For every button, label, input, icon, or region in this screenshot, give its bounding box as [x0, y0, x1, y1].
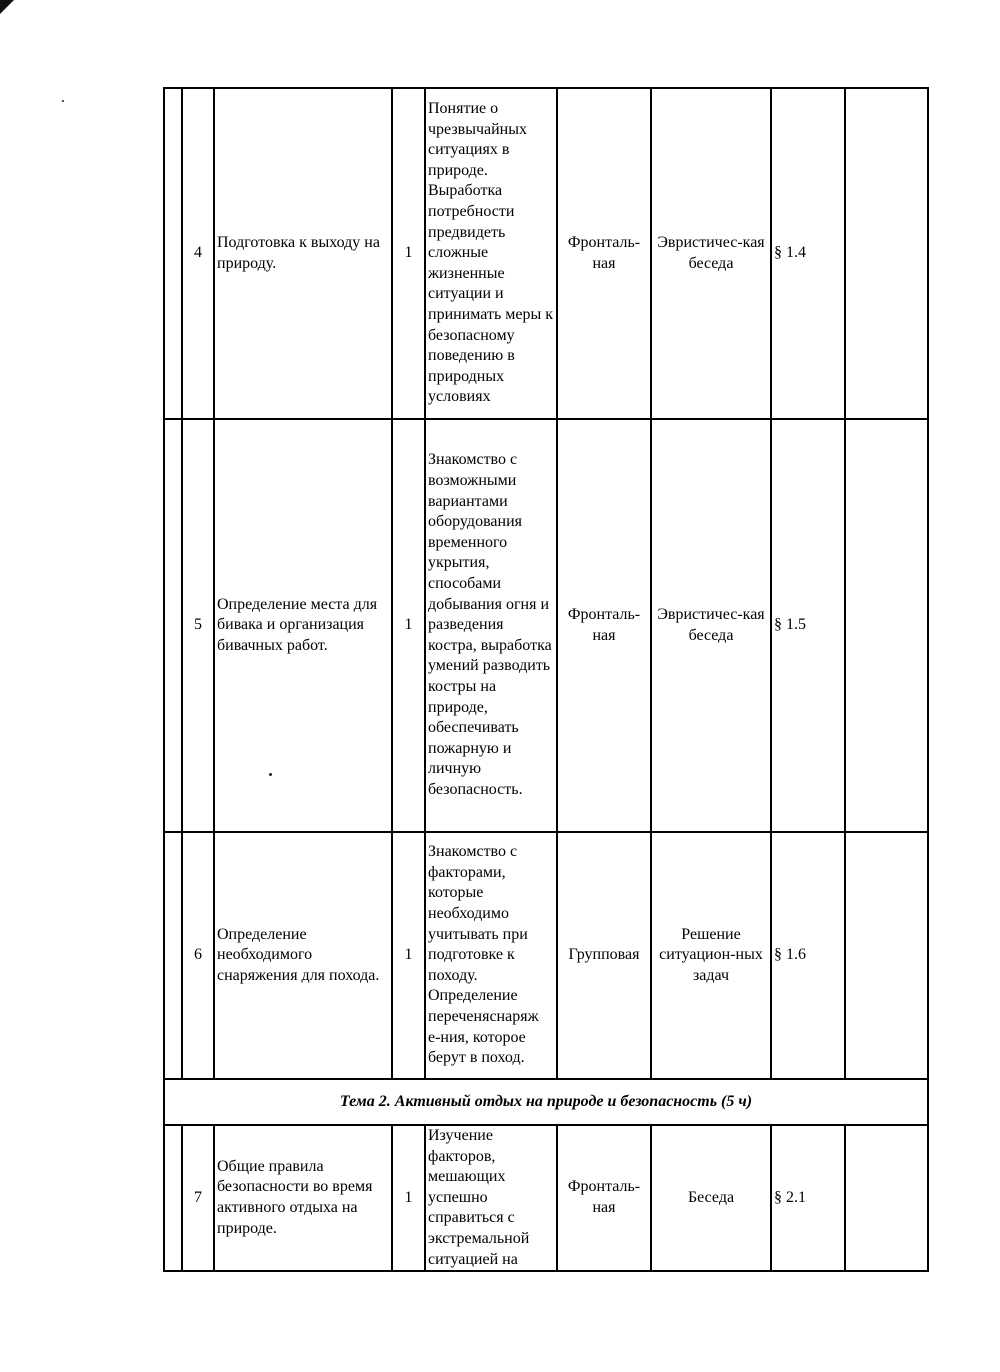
- table-row: [164, 832, 928, 1079]
- lesson-paragraph: § 1.4: [771, 88, 845, 419]
- lesson-method: Эвристичес-кая беседа: [651, 88, 771, 419]
- lesson-content: Изучение факторов, мешающих успешно справиться с экстремальной ситуацией на: [425, 1125, 557, 1271]
- scan-speck: [62, 100, 64, 102]
- lesson-hours: 1: [392, 419, 425, 832]
- scan-corner-mark: [0, 0, 14, 14]
- lesson-hours: 1: [392, 832, 425, 1079]
- lesson-method: Решение ситуацион-ных задач: [651, 832, 771, 1079]
- blank-cell: [164, 88, 182, 419]
- lesson-hours: 1: [392, 1125, 425, 1271]
- lesson-number: 6: [182, 832, 214, 1079]
- lesson-form: Фронталь-ная: [557, 419, 651, 832]
- lesson-form: Фронталь-ная: [557, 1125, 651, 1271]
- lesson-method: Беседа: [651, 1125, 771, 1271]
- lesson-number: 4: [182, 88, 214, 419]
- lesson-topic: Определение необходимого снаряжения для похода.: [214, 832, 392, 1079]
- lesson-topic: Общие правила безопасности во время активного отдыха на природе.: [214, 1125, 392, 1271]
- lesson-content: Знакомство с факторами, которые необходимо учитывать при подготовке к походу. Определение переченяснаряж е-ния, которое берут в поход.: [425, 832, 557, 1079]
- lesson-content: Знакомство с возможными вариантами оборудования временного укрытия, способами добывания огня и разведения костра, выработка умений разводить костры на природе, обеспечивать пожарную и личную безопасность.: [425, 419, 557, 832]
- lesson-content: Понятие о чрезвычайных ситуациях в природе. Выработка потребности предвидеть сложные жизненные ситуации и принимать меры к безопасному поведению в природных условиях: [425, 88, 557, 419]
- section-row: [164, 1079, 928, 1125]
- lesson-form: Групповая: [557, 832, 651, 1079]
- lesson-hours: 1: [392, 88, 425, 419]
- lesson-plan-table: [163, 87, 929, 1272]
- lesson-note: [845, 1125, 928, 1271]
- lesson-paragraph: § 2.1: [771, 1125, 845, 1271]
- lesson-note: [845, 88, 928, 419]
- blank-cell: [164, 419, 182, 832]
- lesson-method: Эвристичес-кая беседа: [651, 419, 771, 832]
- lesson-topic: Определение места для бивака и организация бивачных работ.: [214, 419, 392, 832]
- lesson-paragraph: § 1.5: [771, 419, 845, 832]
- table-row: [164, 1125, 928, 1271]
- blank-cell: [164, 1125, 182, 1271]
- blank-cell: [164, 832, 182, 1079]
- lesson-number: 7: [182, 1125, 214, 1271]
- lesson-topic: Подготовка к выходу на природу.: [214, 88, 392, 419]
- lesson-form: Фронталь-ная: [557, 88, 651, 419]
- lesson-number: 5: [182, 419, 214, 832]
- lesson-note: [845, 419, 928, 832]
- lesson-paragraph: § 1.6: [771, 832, 845, 1079]
- lesson-note: [845, 832, 928, 1079]
- section-title: Тема 2. Активный отдых на природе и безопасность (5 ч): [164, 1079, 928, 1125]
- table-row: [164, 88, 928, 419]
- table-row: [164, 419, 928, 832]
